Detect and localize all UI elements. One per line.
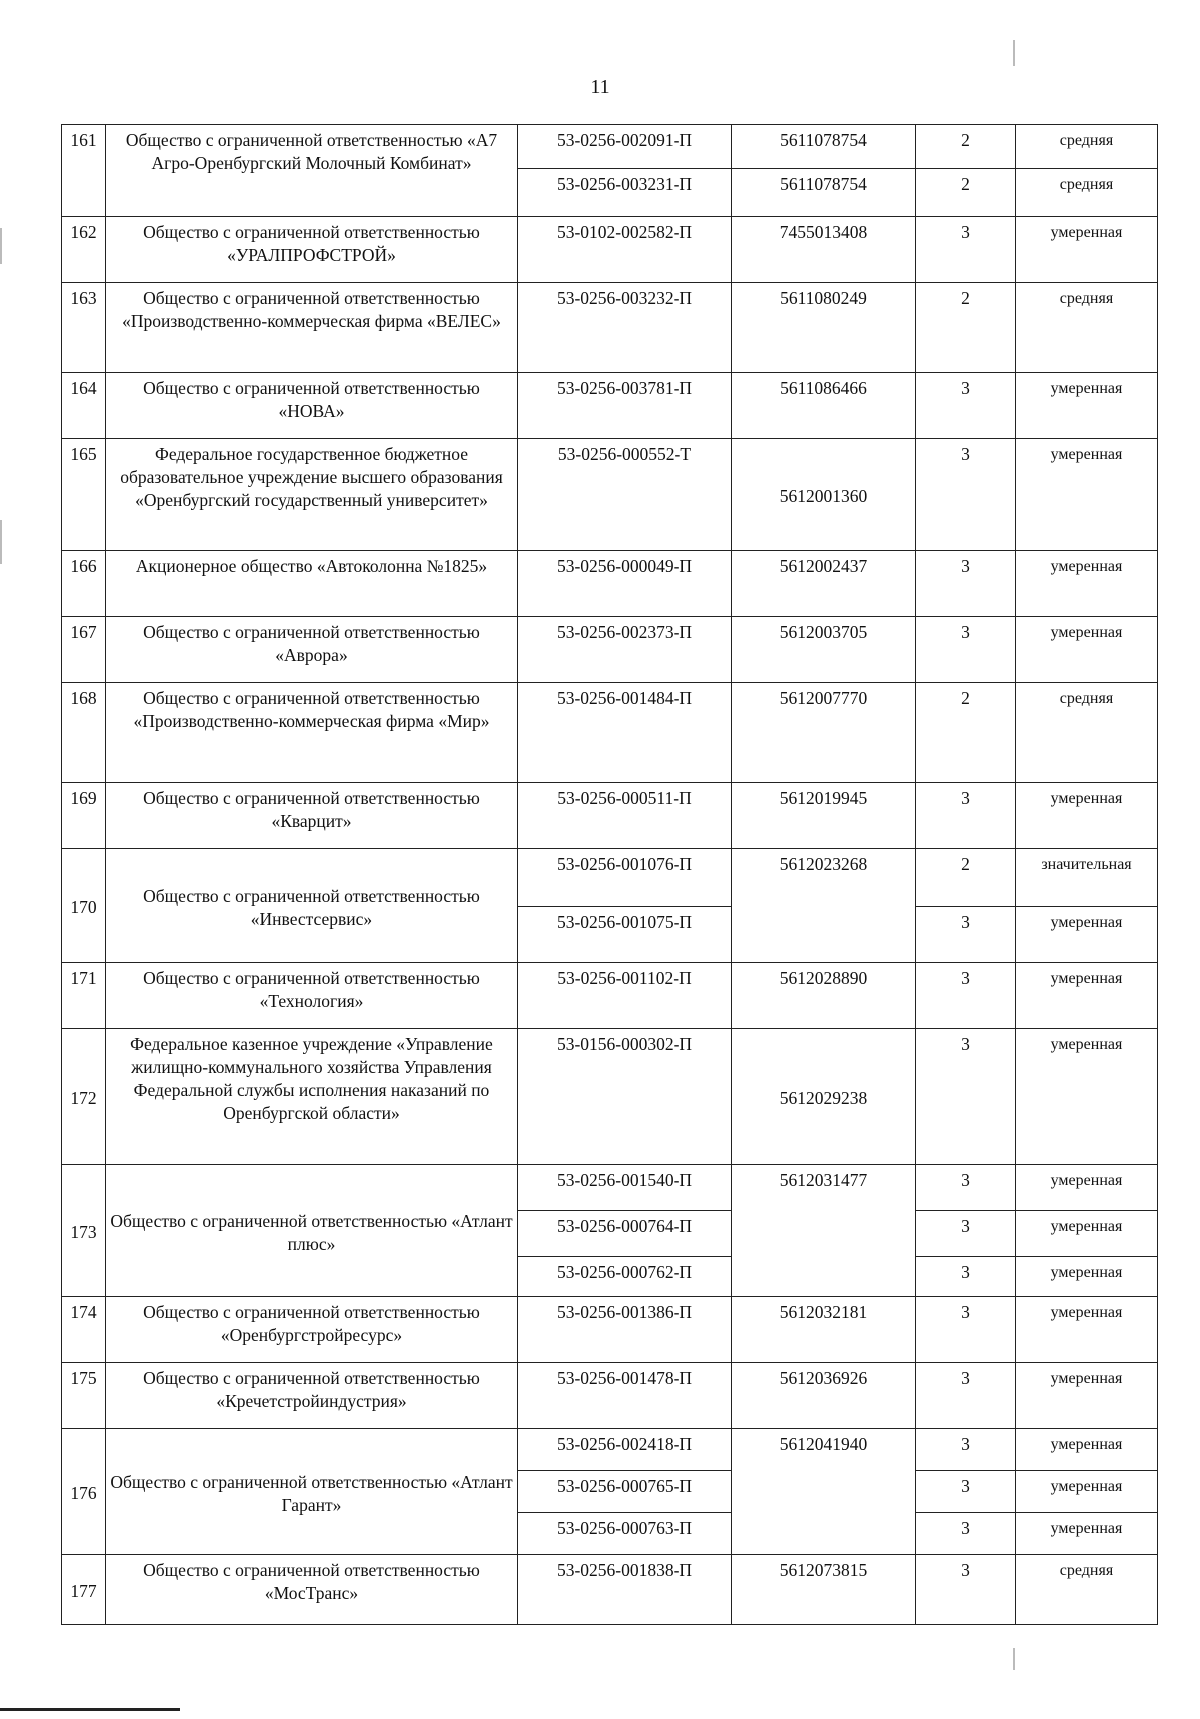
registry-code-cell: 53-0256-000763-П bbox=[518, 1513, 732, 1555]
inn-cell: 5612036926 bbox=[732, 1363, 916, 1429]
registry-code-cell: 53-0256-000765-П bbox=[518, 1471, 732, 1513]
row-number-cell: 161 bbox=[62, 125, 106, 217]
row-number-cell: 175 bbox=[62, 1363, 106, 1429]
table-row bbox=[62, 617, 1158, 683]
scan-artifact-mark bbox=[1013, 1648, 1015, 1670]
organization-name-cell: Общество с ограниченной ответственностью «Технология» bbox=[106, 963, 518, 1029]
hazard-class-cell: 3 bbox=[916, 217, 1016, 283]
registry-code-cell: 53-0256-000764-П bbox=[518, 1211, 732, 1257]
hazard-class-cell: 3 bbox=[916, 1297, 1016, 1363]
hazard-class-cell: 2 bbox=[916, 849, 1016, 907]
row-number-cell: 163 bbox=[62, 283, 106, 373]
hazard-class-cell: 2 bbox=[916, 125, 1016, 169]
risk-category-cell: умеренная bbox=[1016, 1513, 1158, 1555]
risk-category-cell: умеренная bbox=[1016, 217, 1158, 283]
registry-code-cell: 53-0256-000762-П bbox=[518, 1257, 732, 1297]
hazard-class-cell: 2 bbox=[916, 169, 1016, 217]
hazard-class-cell: 3 bbox=[916, 963, 1016, 1029]
inn-cell: 5612029238 bbox=[732, 1029, 916, 1165]
organization-name-cell: Общество с ограниченной ответственностью «А7 Агро-Оренбургский Молочный Комбинат» bbox=[106, 125, 518, 217]
inn-cell: 5612001360 bbox=[732, 439, 916, 551]
hazard-class-cell: 3 bbox=[916, 1363, 1016, 1429]
risk-category-cell: средняя bbox=[1016, 1555, 1158, 1625]
row-number-cell: 169 bbox=[62, 783, 106, 849]
registry-code-cell: 53-0256-001076-П bbox=[518, 849, 732, 907]
row-number-cell: 166 bbox=[62, 551, 106, 617]
inn-cell: 5612073815 bbox=[732, 1555, 916, 1625]
risk-category-cell: умеренная bbox=[1016, 783, 1158, 849]
hazard-class-cell: 3 bbox=[916, 617, 1016, 683]
row-number-cell: 167 bbox=[62, 617, 106, 683]
hazard-class-cell: 2 bbox=[916, 683, 1016, 783]
organization-name-cell: Общество с ограниченной ответственностью «НОВА» bbox=[106, 373, 518, 439]
inn-cell: 5612007770 bbox=[732, 683, 916, 783]
hazard-class-cell: 3 bbox=[916, 1211, 1016, 1257]
organization-name-cell: Федеральное государственное бюджетное образовательное учреждение высшего образования «Оренбургский государственный университет» bbox=[106, 439, 518, 551]
registry-code-cell: 53-0256-002373-П bbox=[518, 617, 732, 683]
table-row bbox=[62, 1297, 1158, 1363]
registry-code-cell: 53-0256-000552-Т bbox=[518, 439, 732, 551]
scan-artifact-bar bbox=[0, 1708, 180, 1711]
organization-name-cell: Федеральное казенное учреждение «Управление жилищно-коммунального хозяйства Управления Федеральной службы исполнения наказаний по Оренбургской области» bbox=[106, 1029, 518, 1165]
inn-cell: 5612019945 bbox=[732, 783, 916, 849]
table-row bbox=[62, 551, 1158, 617]
row-number-cell: 171 bbox=[62, 963, 106, 1029]
risk-category-cell: умеренная bbox=[1016, 1429, 1158, 1471]
row-number-cell: 177 bbox=[62, 1555, 106, 1625]
risk-category-cell: умеренная bbox=[1016, 963, 1158, 1029]
risk-category-cell: умеренная bbox=[1016, 439, 1158, 551]
row-number-cell: 165 bbox=[62, 439, 106, 551]
hazard-class-cell: 3 bbox=[916, 1471, 1016, 1513]
registry-code-cell: 53-0256-001102-П bbox=[518, 963, 732, 1029]
table-row bbox=[62, 125, 1158, 169]
inn-cell: 5612031477 bbox=[732, 1165, 916, 1297]
risk-category-cell: умеренная bbox=[1016, 617, 1158, 683]
organization-name-cell: Общество с ограниченной ответственностью «Производственно-коммерческая фирма «ВЕЛЕС» bbox=[106, 283, 518, 373]
table-row bbox=[62, 439, 1158, 551]
scan-artifact-mark bbox=[1013, 40, 1015, 66]
row-number-cell: 176 bbox=[62, 1429, 106, 1555]
registry-code-cell: 53-0102-002582-П bbox=[518, 217, 732, 283]
table-row bbox=[62, 849, 1158, 907]
table-row bbox=[62, 283, 1158, 373]
organization-name-cell: Общество с ограниченной ответственностью «Кречетстройиндустрия» bbox=[106, 1363, 518, 1429]
row-number-cell: 162 bbox=[62, 217, 106, 283]
table-row bbox=[62, 683, 1158, 783]
hazard-class-cell: 2 bbox=[916, 283, 1016, 373]
organization-name-cell: Общество с ограниченной ответственностью «Атлант плюс» bbox=[106, 1165, 518, 1297]
risk-category-cell: умеренная bbox=[1016, 1297, 1158, 1363]
table-row bbox=[62, 1165, 1158, 1211]
registry-code-cell: 53-0256-001484-П bbox=[518, 683, 732, 783]
table-row bbox=[62, 963, 1158, 1029]
inn-cell: 5612032181 bbox=[732, 1297, 916, 1363]
row-number-cell: 168 bbox=[62, 683, 106, 783]
risk-category-cell: умеренная bbox=[1016, 373, 1158, 439]
risk-category-cell: умеренная bbox=[1016, 1471, 1158, 1513]
table-row bbox=[62, 1029, 1158, 1165]
inn-cell: 5612041940 bbox=[732, 1429, 916, 1555]
registry-table bbox=[61, 124, 1158, 1625]
organization-name-cell: Общество с ограниченной ответственностью «Оренбургстройресурс» bbox=[106, 1297, 518, 1363]
hazard-class-cell: 3 bbox=[916, 439, 1016, 551]
registry-code-cell: 53-0256-002091-П bbox=[518, 125, 732, 169]
organization-name-cell: Общество с ограниченной ответственностью «Атлант Гарант» bbox=[106, 1429, 518, 1555]
row-number-cell: 173 bbox=[62, 1165, 106, 1297]
table-row bbox=[62, 1429, 1158, 1471]
organization-name-cell: Общество с ограниченной ответственностью «МосТранс» bbox=[106, 1555, 518, 1625]
hazard-class-cell: 3 bbox=[916, 551, 1016, 617]
registry-code-cell: 53-0256-001838-П bbox=[518, 1555, 732, 1625]
inn-cell: 5611080249 bbox=[732, 283, 916, 373]
hazard-class-cell: 3 bbox=[916, 907, 1016, 963]
registry-code-cell: 53-0256-000049-П bbox=[518, 551, 732, 617]
hazard-class-cell: 3 bbox=[916, 373, 1016, 439]
risk-category-cell: средняя bbox=[1016, 283, 1158, 373]
row-number-cell: 170 bbox=[62, 849, 106, 963]
organization-name-cell: Акционерное общество «Автоколонна №1825» bbox=[106, 551, 518, 617]
risk-category-cell: средняя bbox=[1016, 169, 1158, 217]
registry-code-cell: 53-0256-003231-П bbox=[518, 169, 732, 217]
registry-code-cell: 53-0156-000302-П bbox=[518, 1029, 732, 1165]
registry-code-cell: 53-0256-001478-П bbox=[518, 1363, 732, 1429]
row-number-cell: 172 bbox=[62, 1029, 106, 1165]
risk-category-cell: умеренная bbox=[1016, 1165, 1158, 1211]
inn-cell: 7455013408 bbox=[732, 217, 916, 283]
hazard-class-cell: 3 bbox=[916, 1165, 1016, 1211]
table-row bbox=[62, 1363, 1158, 1429]
hazard-class-cell: 3 bbox=[916, 1257, 1016, 1297]
risk-category-cell: значительная bbox=[1016, 849, 1158, 907]
risk-category-cell: умеренная bbox=[1016, 1257, 1158, 1297]
scan-artifact-mark bbox=[0, 520, 2, 564]
registry-code-cell: 53-0256-003232-П bbox=[518, 283, 732, 373]
registry-code-cell: 53-0256-003781-П bbox=[518, 373, 732, 439]
registry-code-cell: 53-0256-001386-П bbox=[518, 1297, 732, 1363]
hazard-class-cell: 3 bbox=[916, 1513, 1016, 1555]
scan-artifact-mark bbox=[0, 228, 2, 264]
organization-name-cell: Общество с ограниченной ответственностью «УРАЛПРОФСТРОЙ» bbox=[106, 217, 518, 283]
hazard-class-cell: 3 bbox=[916, 1555, 1016, 1625]
risk-category-cell: умеренная bbox=[1016, 1363, 1158, 1429]
risk-category-cell: средняя bbox=[1016, 125, 1158, 169]
organization-name-cell: Общество с ограниченной ответственностью «Аврора» bbox=[106, 617, 518, 683]
hazard-class-cell: 3 bbox=[916, 1029, 1016, 1165]
risk-category-cell: умеренная bbox=[1016, 907, 1158, 963]
inn-cell: 5611078754 bbox=[732, 169, 916, 217]
hazard-class-cell: 3 bbox=[916, 783, 1016, 849]
organization-name-cell: Общество с ограниченной ответственностью «Производственно-коммерческая фирма «Мир» bbox=[106, 683, 518, 783]
inn-cell: 5611086466 bbox=[732, 373, 916, 439]
page-number: 11 bbox=[590, 76, 610, 98]
row-number-cell: 164 bbox=[62, 373, 106, 439]
registry-code-cell: 53-0256-001075-П bbox=[518, 907, 732, 963]
registry-code-cell: 53-0256-002418-П bbox=[518, 1429, 732, 1471]
inn-cell: 5612003705 bbox=[732, 617, 916, 683]
inn-cell: 5612002437 bbox=[732, 551, 916, 617]
registry-code-cell: 53-0256-001540-П bbox=[518, 1165, 732, 1211]
risk-category-cell: умеренная bbox=[1016, 551, 1158, 617]
table-row bbox=[62, 1555, 1158, 1625]
table-row bbox=[62, 783, 1158, 849]
risk-category-cell: умеренная bbox=[1016, 1029, 1158, 1165]
inn-cell: 5612028890 bbox=[732, 963, 916, 1029]
risk-category-cell: умеренная bbox=[1016, 1211, 1158, 1257]
registry-code-cell: 53-0256-000511-П bbox=[518, 783, 732, 849]
row-number-cell: 174 bbox=[62, 1297, 106, 1363]
table-row bbox=[62, 373, 1158, 439]
inn-cell: 5612023268 bbox=[732, 849, 916, 963]
organization-name-cell: Общество с ограниченной ответственностью «Кварцит» bbox=[106, 783, 518, 849]
organization-name-cell: Общество с ограниченной ответственностью «Инвестсервис» bbox=[106, 849, 518, 963]
risk-category-cell: средняя bbox=[1016, 683, 1158, 783]
hazard-class-cell: 3 bbox=[916, 1429, 1016, 1471]
inn-cell: 5611078754 bbox=[732, 125, 916, 169]
table-row bbox=[62, 217, 1158, 283]
